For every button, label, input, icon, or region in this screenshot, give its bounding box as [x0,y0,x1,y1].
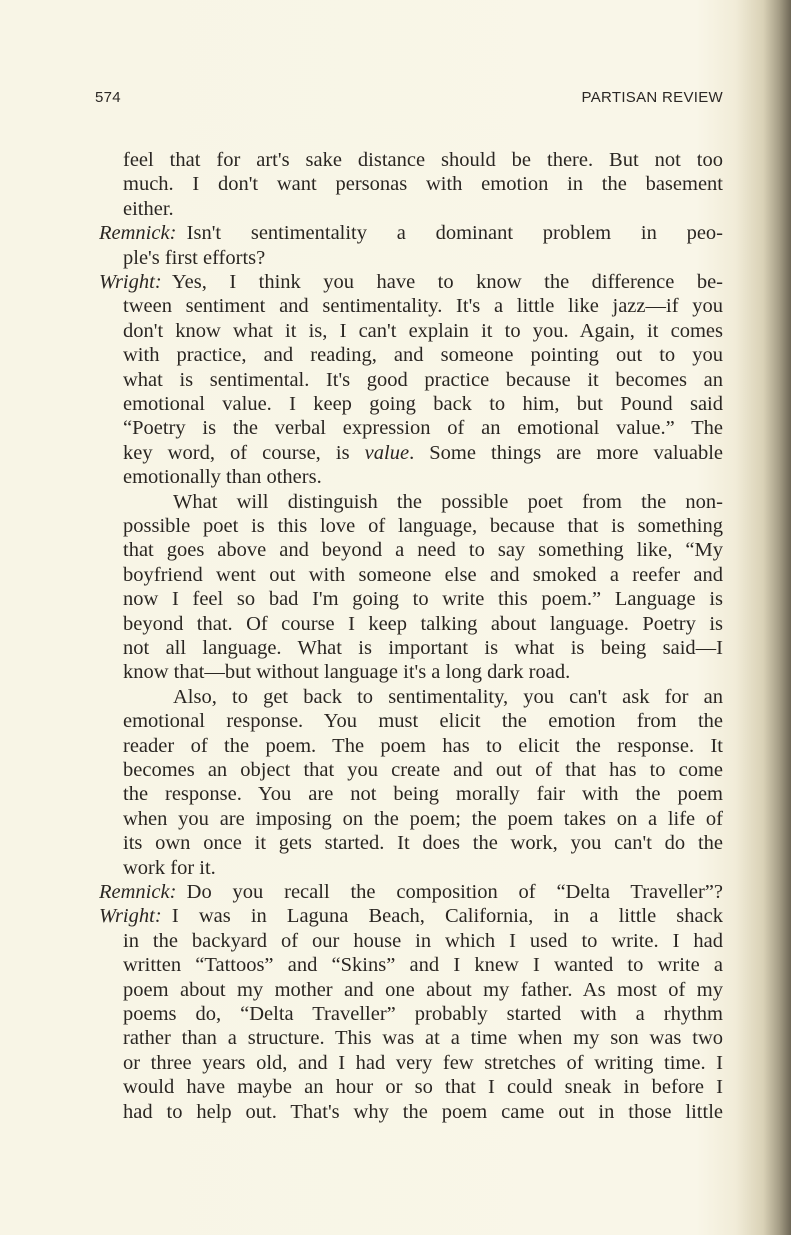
text-line [123,416,723,440]
line-text: written “Tattoos” and “Skins” and I knew I wanted to write a [123,954,723,977]
text-line [99,904,723,928]
line-text: now I feel so bad I'm going to write this poem.” Language is [123,588,723,611]
line-text: with practice, and reading, and someone pointing out to you [123,344,723,367]
line-text: poem about my mother and one about my father. As most of my [123,978,723,1001]
text-line [123,1026,723,1050]
line-text: key word, of course, is [123,441,365,464]
text-line [123,563,723,587]
text-line [123,929,723,953]
text-line [123,197,723,221]
line-text: its own once it gets started. It does the work, you can't do the [123,832,723,855]
line-text: “Poetry is the verbal expression of an emotional value.” The [123,417,723,440]
line-text: tween sentiment and sentimentality. It's a little like jazz—if you [123,295,723,318]
line-text: either. [123,197,174,220]
line-text: possible poet is this love of language, because that is something [123,515,723,537]
text-line [123,172,723,196]
text-line [173,490,723,514]
line-text: emotional value. I keep going back to him, but Pound said [123,393,723,415]
line-text: Yes, I think you have to know the difference be- [171,271,723,293]
speaker-label: Wright: [99,905,162,928]
line-text: that goes above and beyond a need to say something like, “My [123,539,723,562]
line-text: ple's first efforts? [123,246,266,269]
page-number: 574 [95,89,121,106]
line-text: know that—but without language it's a long dark road. [123,661,571,684]
line-text: beyond that. Of course I keep talking about language. Poetry is [123,612,723,635]
line-text: . Some things are more valuable [409,441,723,464]
line-text: work for it. [123,856,216,879]
text-line [123,343,723,367]
text-line [123,441,723,465]
line-text: had to help out. That's why the poem came out in those little [123,1100,723,1123]
line-text: emotionally than others. [123,466,322,489]
line-text: poems do, “Delta Traveller” probably started with a rhythm [123,1003,723,1025]
text-line [123,294,723,318]
line-text: much. I don't want personas with emotion in the basement [123,173,723,196]
text-line [99,221,723,245]
text-line [123,1002,723,1026]
line-text: Also, to get back to sentimentality, you can't ask for an [173,685,723,708]
text-line [123,953,723,977]
line-text: Do you recall the composition of “Delta Traveller”? [186,881,723,903]
text-line [123,1075,723,1099]
line-text: reader of the poem. The poem has to elicit the response. It [123,734,723,757]
speaker-label: Wright: [99,271,162,293]
text-line [173,685,723,709]
line-text: in the backyard of our house in which I used to write. I had [123,929,723,952]
text-line [99,270,723,294]
text-line [99,880,723,904]
text-line [123,392,723,416]
text-line [123,612,723,636]
text-line [123,782,723,806]
line-text: feel that for art's sake distance should be there. But not too [123,149,723,171]
text-line [123,538,723,562]
line-text: emotional response. You must elicit the emotion from the [123,710,723,733]
running-header-journal-title: PARTISAN REVIEW [581,89,723,106]
text-line [123,734,723,758]
text-line [123,319,723,343]
line-text: what is sentimental. It's good practice because it becomes an [123,368,723,391]
text-line [123,514,723,538]
text-line [123,1051,723,1075]
text-line [123,587,723,611]
text-line [123,148,723,172]
line-text: don't know what it is, I can't explain it to you. Again, it comes [123,319,723,342]
line-text: or three years old, and I had very few stretches of writing time. I [123,1051,723,1074]
text-line [123,636,723,660]
line-text: when you are imposing on the poem; the poem takes on a life of [123,807,723,830]
text-line [123,709,723,733]
line-text: not all language. What is important is what is being said—I [123,637,723,659]
line-text: Isn't sentimentality a dominant problem in peo- [186,222,723,245]
text-line [123,246,723,270]
text-line [123,465,723,489]
text-line [123,831,723,855]
text-line [123,368,723,392]
speaker-label: Remnick: [99,881,177,903]
line-text: the response. You are not being morally fair with the poem [123,783,723,806]
text-line [123,660,723,684]
text-line [123,978,723,1002]
speaker-label: Remnick: [99,222,177,245]
text-line [123,1100,723,1124]
line-text: I was in Laguna Beach, California, in a little shack [171,905,723,928]
line-text: boyfriend went out with someone else and smoked a reefer and [123,563,723,586]
text-line [123,807,723,831]
text-line [123,856,723,880]
line-text: rather than a structure. This was at a time when my son was two [123,1027,723,1050]
text-line [123,758,723,782]
line-text: What will distinguish the possible poet from the non- [173,490,723,513]
line-text: would have maybe an hour or so that I could sneak in before I [123,1076,723,1099]
emphasized-text: value [364,441,410,464]
line-text: becomes an object that you create and out of that has to come [123,759,723,781]
